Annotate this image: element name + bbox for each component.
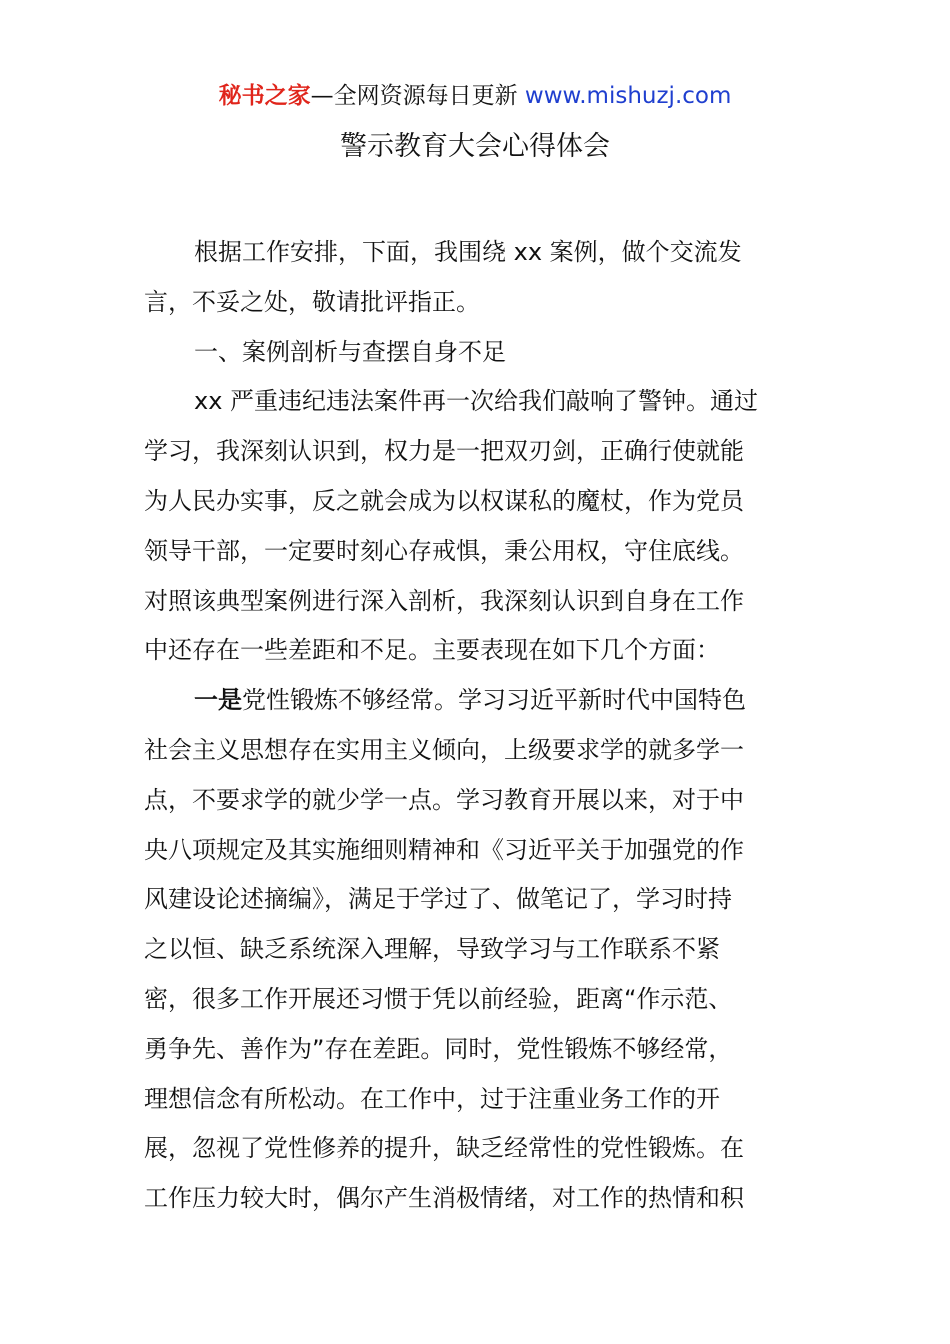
- text-line: 根据工作安排，下面，我围绕 xx 案例，做个交流发: [194, 238, 742, 266]
- point-lead: 一是: [194, 686, 242, 715]
- section-heading: 一、案例剖析与查摆自身不足: [194, 337, 506, 366]
- document-title: 警示教育大会心得体会: [340, 131, 610, 162]
- text-line: 对照该典型案例进行深入剖析，我深刻认识到自身在工作: [144, 586, 744, 615]
- point-line: [144, 676, 809, 726]
- document-body: [144, 228, 809, 1224]
- site-header: [0, 80, 950, 112]
- text-line: 社会主义思想存在实用主义倾向，上级要求学的就多学一: [144, 735, 744, 764]
- text-line: 工作压力较大时，偶尔产生消极情绪，对工作的热情和积: [144, 1184, 744, 1213]
- text-line: 勇争先、善作为”存在差距。同时，党性锻炼不够经常，: [144, 1034, 733, 1063]
- text-line: 风建设论述摘编》，满足于学过了、做笔记了，学习时持: [144, 885, 732, 914]
- text-line: 密，很多工作开展还习惯于凭以前经验，距离“作示范、: [144, 984, 733, 1013]
- text-line: 为人民办实事，反之就会成为以权谋私的魔杖，作为党员: [144, 486, 744, 515]
- text-line: 之以恒、缺乏系统深入理解，导致学习与工作联系不紧: [144, 935, 720, 964]
- header-tagline: —全网资源每日更新: [310, 83, 525, 109]
- text-line: 言，不妥之处，敬请批评指正。: [144, 287, 480, 316]
- text-line: 理想信念有所松动。在工作中，过于注重业务工作的开: [144, 1084, 720, 1113]
- text-line: 学习，我深刻认识到，权力是一把双刃剑，正确行使就能: [144, 437, 744, 466]
- text-line: 展，忽视了党性修养的提升，缺乏经常性的党性锻炼。在: [144, 1134, 744, 1163]
- text-line: 点，不要求学的就少学一点。学习教育开展以来，对于中: [144, 785, 744, 814]
- text-line: xx 严重违纪违法案件再一次给我们敲响了警钟。通过: [194, 387, 759, 416]
- text-line: 领导干部，一定要时刻心存戒惧，秉公用权，守住底线。: [144, 536, 744, 565]
- point-text: 党性锻炼不够经常。学习习近平新时代中国特色: [242, 686, 746, 715]
- site-url-link[interactable]: www.mishuzj.com: [524, 83, 732, 109]
- brand-name: 秘书之家: [218, 83, 311, 109]
- text-line: 央八项规定及其实施细则精神和《习近平关于加强党的作: [144, 835, 744, 864]
- text-line: 中还存在一些差距和不足。主要表现在如下几个方面：: [144, 636, 720, 665]
